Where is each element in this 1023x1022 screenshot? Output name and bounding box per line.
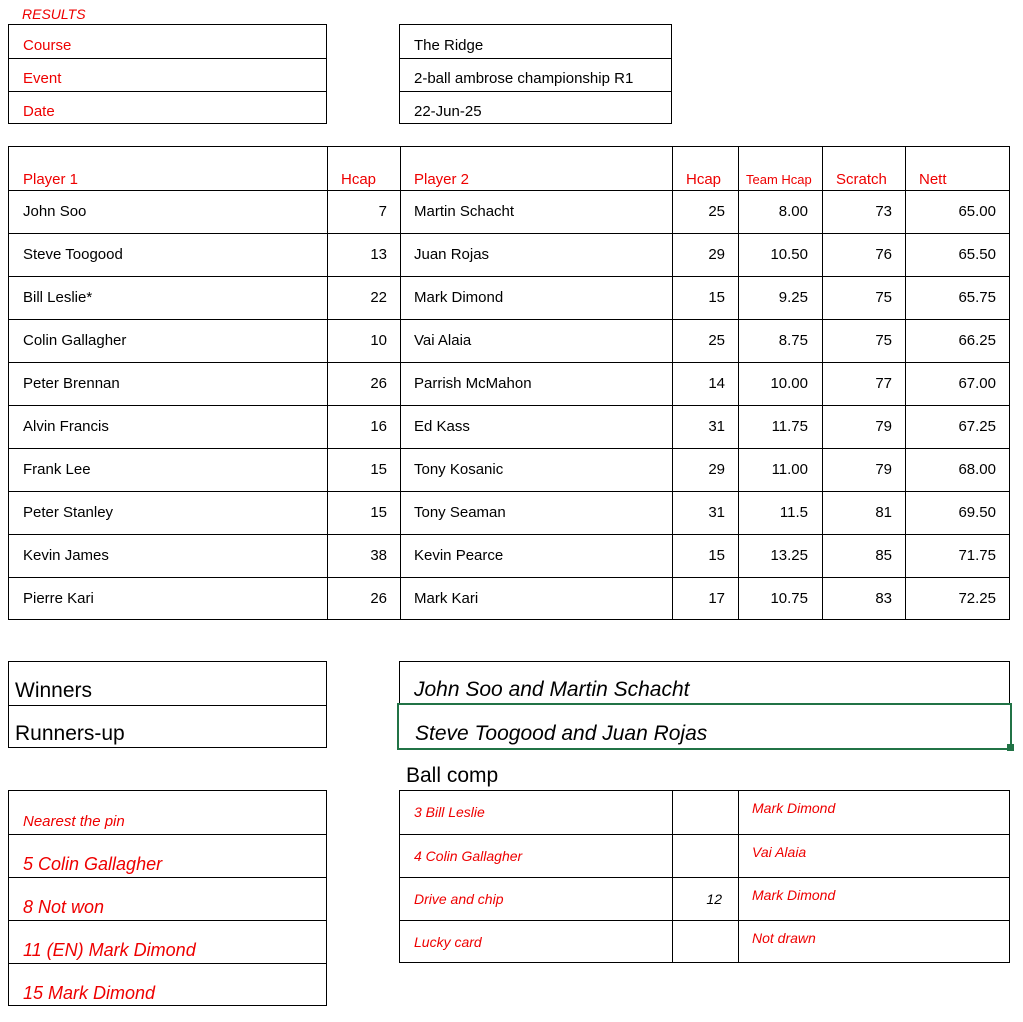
scratch-cell: 75 <box>875 332 892 349</box>
scratch-cell: 81 <box>875 504 892 521</box>
result-row[interactable] <box>9 319 1009 363</box>
ball-comp-name: Mark Dimond <box>752 800 836 816</box>
nett-cell: 66.25 <box>958 332 996 349</box>
nett-cell: 67.00 <box>958 375 996 392</box>
nett-cell: 72.25 <box>958 590 996 607</box>
hcap1-cell: 13 <box>370 246 387 263</box>
hcap2-cell: 14 <box>708 375 725 392</box>
hcap1-cell: 15 <box>370 461 387 478</box>
scratch-cell: 85 <box>875 547 892 564</box>
result-row[interactable] <box>9 233 1009 277</box>
nearest-pin-item: 11 (EN) Mark Dimond <box>23 940 196 960</box>
ball-comp-name: Mark Dimond <box>752 887 836 903</box>
results-header-row <box>9 146 1009 190</box>
runners-up-value: Steve Toogood and Juan Rojas <box>415 722 708 745</box>
nearest-pin-item: 8 Not won <box>23 897 105 917</box>
course-label: Course <box>23 37 72 54</box>
hcap2-cell: 31 <box>708 418 725 435</box>
player2-cell: Kevin Pearce <box>414 547 504 564</box>
info-value-event[interactable] <box>400 58 671 92</box>
player2-cell: Mark Kari <box>414 590 479 607</box>
nett-cell: 67.25 <box>958 418 996 435</box>
team-hcap-cell: 13.25 <box>770 547 808 564</box>
team-hcap-cell: 11.00 <box>771 461 808 478</box>
player1-cell: Colin Gallagher <box>23 332 127 349</box>
team-hcap-cell: 9.25 <box>778 289 808 306</box>
nearest-pin-row[interactable] <box>9 834 326 878</box>
hcap2-cell: 29 <box>708 461 725 478</box>
ball-comp-name: Not drawn <box>752 930 816 946</box>
nett-cell: 69.50 <box>958 504 996 521</box>
nearest-pin-item: 15 Mark Dimond <box>23 983 156 1003</box>
hcap1-cell: 7 <box>378 203 387 220</box>
player1-cell: Alvin Francis <box>23 418 109 435</box>
nearest-pin-row[interactable] <box>9 920 326 964</box>
hcap2-cell: 15 <box>708 547 725 564</box>
player1-cell: Kevin James <box>23 547 109 564</box>
scratch-cell: 83 <box>875 590 892 607</box>
results-table <box>8 146 1010 620</box>
ball-comp-row[interactable] <box>400 877 1009 921</box>
winners-value: John Soo and Martin Schacht <box>414 678 690 701</box>
team-hcap-cell: 8.00 <box>778 203 808 220</box>
header-hcap1: Hcap <box>341 171 377 188</box>
player1-cell: Peter Stanley <box>23 504 114 521</box>
winners-label: Winners <box>15 679 93 702</box>
info-labels-table <box>8 24 327 124</box>
player1-cell: Bill Leslie* <box>23 289 93 306</box>
info-value-course[interactable] <box>400 25 671 59</box>
scratch-cell: 79 <box>875 461 892 478</box>
team-hcap-cell: 8.75 <box>778 332 808 349</box>
scratch-cell: 73 <box>875 203 892 220</box>
result-row[interactable] <box>9 577 1009 621</box>
winners-value-cell[interactable] <box>399 661 1010 705</box>
hcap1-cell: 22 <box>370 289 387 306</box>
info-value-date[interactable] <box>400 91 671 124</box>
player2-cell: Juan Rojas <box>414 246 490 263</box>
event-label: Event <box>23 70 62 87</box>
scratch-cell: 76 <box>875 246 892 263</box>
header-player1: Player 1 <box>23 171 79 188</box>
info-values-table <box>399 24 672 124</box>
header-nett: Nett <box>919 171 947 188</box>
hcap2-cell: 25 <box>708 332 725 349</box>
player2-cell: Tony Kosanic <box>414 461 504 478</box>
nett-cell: 71.75 <box>958 547 996 564</box>
runners-up-label-row[interactable] <box>9 705 326 748</box>
hcap2-cell: 25 <box>708 203 725 220</box>
player2-cell: Tony Seaman <box>414 504 506 521</box>
ball-comp-number <box>672 835 722 877</box>
hcap2-cell: 17 <box>708 590 725 607</box>
hcap2-cell: 31 <box>708 504 725 521</box>
ball-comp-prize: 3 Bill Leslie <box>414 804 485 820</box>
result-row[interactable] <box>9 362 1009 406</box>
hcap1-cell: 26 <box>370 590 387 607</box>
runners-up-label: Runners-up <box>15 722 125 745</box>
hcap2-cell: 29 <box>708 246 725 263</box>
scratch-cell: 77 <box>875 375 892 392</box>
nearest-pin-row[interactable] <box>9 963 326 1006</box>
date-label: Date <box>23 103 55 120</box>
player1-cell: Pierre Kari <box>23 590 94 607</box>
hcap1-cell: 38 <box>370 547 387 564</box>
ball-comp-table <box>399 790 1010 963</box>
ball-comp-title: Ball comp <box>406 764 499 787</box>
ball-comp-number: 12 <box>706 891 722 907</box>
ball-comp-row[interactable] <box>400 834 1009 878</box>
info-row-date[interactable] <box>9 91 326 124</box>
header-player2: Player 2 <box>414 171 470 188</box>
player2-cell: Parrish McMahon <box>414 375 532 392</box>
ball-comp-row[interactable] <box>400 791 1009 834</box>
scratch-cell: 75 <box>875 289 892 306</box>
player1-cell: John Soo <box>23 203 87 220</box>
result-row[interactable] <box>9 448 1009 492</box>
ball-comp-prize: Lucky card <box>414 934 482 950</box>
nearest-pin-item: 5 Colin Gallagher <box>23 854 163 874</box>
hcap1-cell: 16 <box>370 418 387 435</box>
results-title: RESULTS <box>22 6 86 22</box>
hcap1-cell: 15 <box>370 504 387 521</box>
player1-cell: Peter Brennan <box>23 375 120 392</box>
hcap2-cell: 15 <box>708 289 725 306</box>
hcap1-cell: 10 <box>370 332 387 349</box>
ball-comp-row[interactable] <box>400 920 1009 964</box>
winners-label-row[interactable] <box>9 662 326 706</box>
nearest-pin-header: Nearest the pin <box>23 813 125 830</box>
info-row-course[interactable] <box>9 25 326 59</box>
result-row[interactable] <box>9 190 1009 234</box>
nett-cell: 65.75 <box>958 289 996 306</box>
result-row[interactable] <box>9 491 1009 535</box>
awards-labels-box <box>8 661 327 748</box>
event-value: 2-ball ambrose championship R1 <box>414 70 634 87</box>
player2-cell: Ed Kass <box>414 418 470 435</box>
ball-comp-name: Vai Alaia <box>752 844 807 860</box>
info-row-event[interactable] <box>9 58 326 92</box>
team-hcap-cell: 11.5 <box>779 504 808 521</box>
nearest-pin-row[interactable] <box>9 877 326 921</box>
scratch-cell: 79 <box>875 418 892 435</box>
ball-comp-prize: 4 Colin Gallagher <box>414 848 523 864</box>
player1-cell: Frank Lee <box>23 461 91 478</box>
player2-cell: Mark Dimond <box>414 289 504 306</box>
ball-comp-number <box>672 791 722 833</box>
team-hcap-cell: 10.50 <box>770 246 808 263</box>
player2-cell: Martin Schacht <box>414 203 515 220</box>
result-row[interactable] <box>9 276 1009 320</box>
nett-cell: 65.00 <box>958 203 996 220</box>
nett-cell: 65.50 <box>958 246 996 263</box>
hcap1-cell: 26 <box>370 375 387 392</box>
player1-cell: Steve Toogood <box>23 246 123 263</box>
result-row[interactable] <box>9 534 1009 578</box>
result-row[interactable] <box>9 405 1009 449</box>
player2-cell: Vai Alaia <box>414 332 472 349</box>
header-scratch: Scratch <box>836 171 887 188</box>
team-hcap-cell: 11.75 <box>771 418 808 435</box>
team-hcap-cell: 10.75 <box>770 590 808 607</box>
runners-up-value-cell-selected[interactable] <box>397 703 1012 750</box>
date-value: 22-Jun-25 <box>414 103 482 120</box>
ball-comp-prize: Drive and chip <box>414 891 504 907</box>
header-hcap2: Hcap <box>686 171 722 188</box>
nearest-pin-table <box>8 790 327 1006</box>
fill-handle[interactable] <box>1007 744 1014 751</box>
nearest-pin-header-row[interactable] <box>9 791 326 835</box>
course-value: The Ridge <box>414 37 484 54</box>
header-team-hcap: Team Hcap <box>746 172 812 187</box>
ball-comp-number <box>672 921 722 963</box>
team-hcap-cell: 10.00 <box>770 375 808 392</box>
nett-cell: 68.00 <box>958 461 996 478</box>
